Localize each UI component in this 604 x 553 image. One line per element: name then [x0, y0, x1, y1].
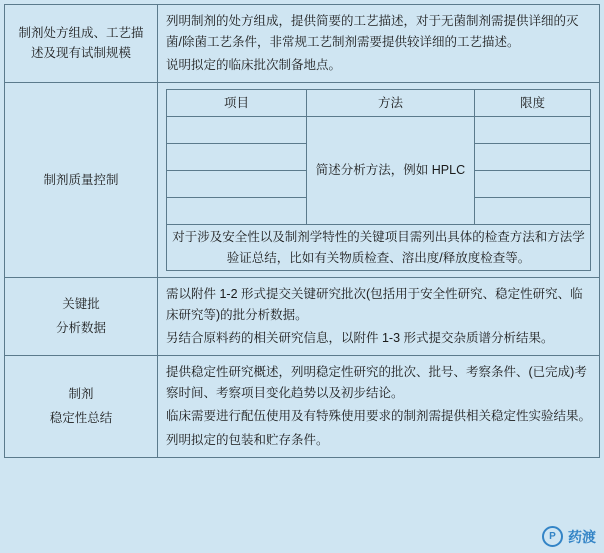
cell-limit	[474, 170, 590, 197]
quality-control-table	[166, 89, 591, 271]
column-header-limit: 限度	[474, 89, 590, 116]
column-header-method: 方法	[307, 89, 475, 116]
watermark-text: 药渡	[568, 528, 596, 545]
table-row	[5, 356, 600, 458]
cell-item	[167, 143, 307, 170]
label-line: 制剂	[68, 387, 94, 402]
paragraph: 说明拟定的临床批次制备地点。	[166, 58, 342, 73]
label-line: 关键批	[62, 297, 100, 312]
cell-item	[167, 170, 307, 197]
paragraph: 需以附件 1-2 形式提交关键研究批次(包括用于安全性研究、稳定性研究、临床研究等)的批分析数据。	[166, 287, 583, 322]
label-line: 稳定性总结	[49, 410, 113, 425]
table-note-row	[167, 224, 591, 270]
row-label-batch-analysis	[5, 278, 158, 356]
watermark	[542, 526, 596, 547]
cell-limit	[474, 197, 590, 224]
paragraph: 临床需要进行配伍使用及有特殊使用要求的制剂需提供相关稳定性实验结果。	[166, 409, 592, 424]
paragraph: 列明拟定的包装和贮存条件。	[166, 432, 329, 447]
cell-method-description: 简述分析方法，例如 HPLC	[307, 116, 475, 224]
column-header-item: 项目	[167, 89, 307, 116]
label-line: 分析数据	[55, 321, 106, 336]
paragraph: 提供稳定性研究概述，列明稳定性研究的批次、批号、考察条件、(已完成)考察时间、考察项目变化趋势以及初步结论。	[166, 365, 587, 400]
document-page	[0, 4, 604, 553]
table-row	[5, 5, 600, 83]
cell-limit	[474, 116, 590, 143]
row-content-formulation	[158, 5, 600, 83]
table-row	[5, 278, 600, 356]
row-content-batch-analysis	[158, 278, 600, 356]
quality-control-note: 对于涉及安全性以及制剂学特性的关键项目需列出具体的检查方法和方法学验证总结，比如有关物质检查、溶出度/释放度检查等。	[167, 224, 591, 270]
table-header-row	[167, 89, 591, 116]
row-content-stability-summary	[158, 356, 600, 458]
row-content-quality-control	[158, 82, 600, 277]
requirements-table	[4, 4, 600, 458]
cell-item	[167, 197, 307, 224]
watermark-logo-icon: P	[542, 526, 563, 547]
row-label-quality-control: 制剂质量控制	[5, 82, 158, 277]
cell-limit	[474, 143, 590, 170]
paragraph: 列明制剂的处方组成，提供简要的工艺描述，对于无菌制剂需提供详细的灭菌/除菌工艺条件，非常规工艺制剂需要提供较详细的工艺描述。	[166, 14, 579, 49]
row-label-stability-summary	[5, 356, 158, 458]
table-row	[167, 116, 591, 143]
cell-item	[167, 116, 307, 143]
paragraph: 另结合原料药的相关研究信息，以附件 1-3 形式提交杂质谱分析结果。	[166, 331, 554, 346]
table-row	[5, 82, 600, 277]
row-label-formulation: 制剂处方组成、工艺描述及现有试制规模	[5, 5, 158, 83]
